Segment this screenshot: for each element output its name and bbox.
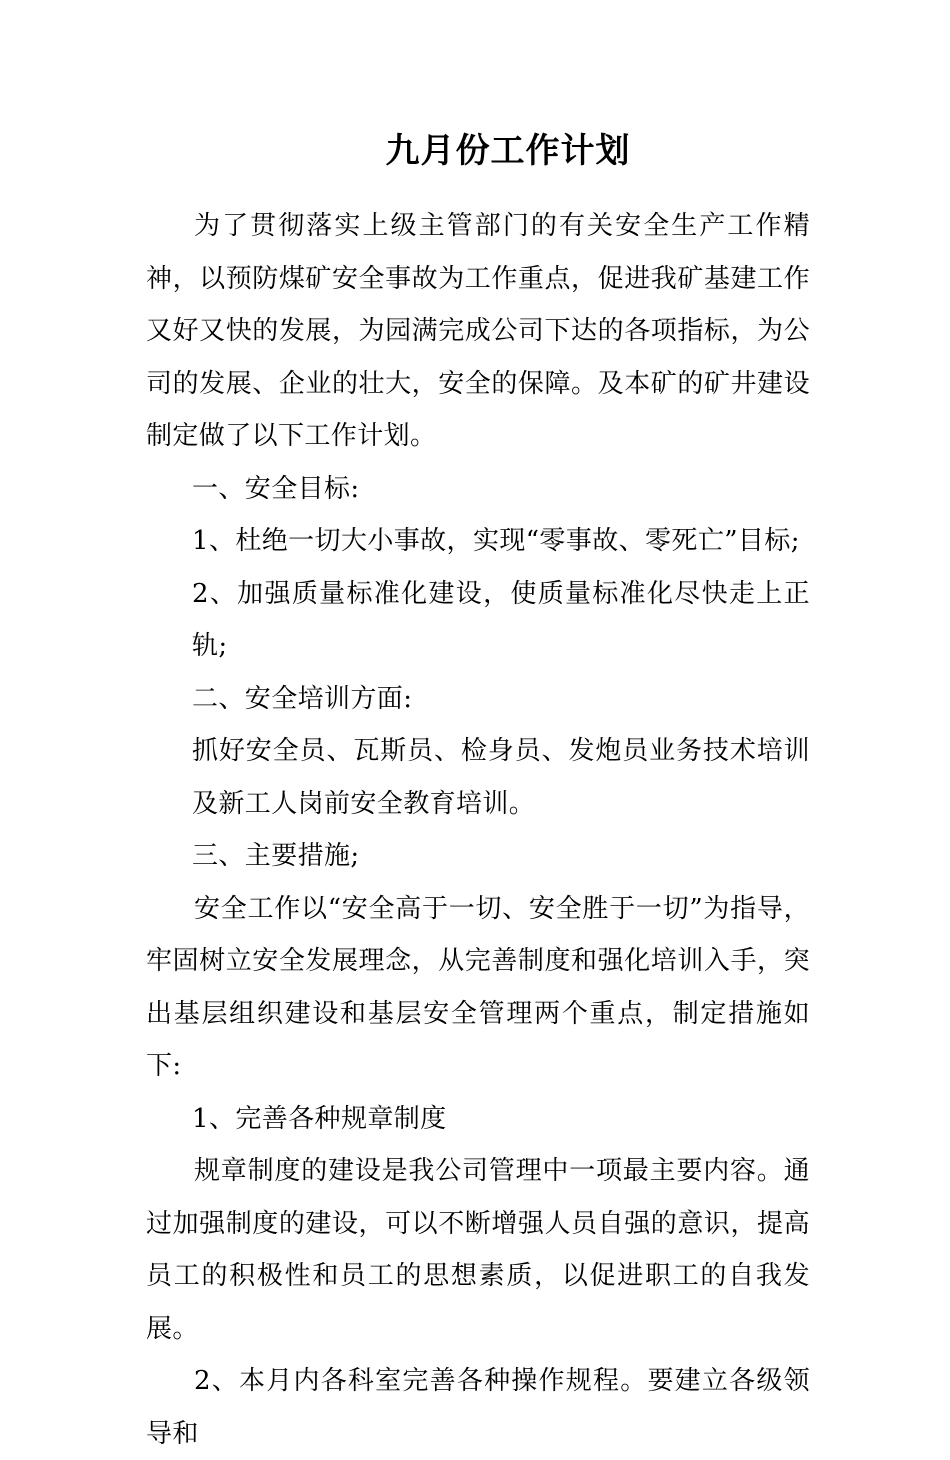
intro-paragraph: 为了贯彻落实上级主管部门的有关安全生产工作精神，以预防煤矿安全事故为工作重点，促进我矿基建工作又好又快的发展，为园满完成公司下达的各项指标，为公司的发展、企业的壮大，安全的保障。及本矿的矿井建设制定做了以下工作计划。: [146, 211, 810, 451]
section-heading-safety-training: 二、安全培训方面:: [192, 683, 413, 714]
measure-1-heading: 1、完善各种规章制度: [192, 1103, 447, 1134]
safety-training-paragraph: 抓好安全员、瓦斯员、检身员、发炮员业务技术培训及新工人岗前安全教育培训。: [192, 736, 810, 819]
measure-2-paragraph: 2、本月内各科室完善各种操作规程。要建立各级领导和: [146, 1366, 810, 1449]
section-heading-main-measures: 三、主要措施;: [192, 841, 360, 871]
section-heading-safety-goals: 一、安全目标:: [192, 473, 360, 504]
measure-1-paragraph: 规章制度的建设是我公司管理中一项最主要内容。通过加强制度的建设，可以不断增强人员自强的意识，提高员工的积极性和员工的思想素质，以促进职工的自我发展。: [146, 1156, 810, 1344]
safety-goal-item-2: 2、加强质量标准化建设，使质量标准化尽快走上正轨;: [192, 578, 810, 661]
safety-goal-item-1: 1、杜绝一切大小事故，实现“零事故、零死亡”目标;: [192, 526, 800, 556]
document-body: [146, 200, 810, 1460]
main-measures-intro: 安全工作以“安全高于一切、安全胜于一切”为指导，牢固树立安全发展理念，从完善制度和强化培训入手，突出基层组织建设和基层安全管理两个重点，制定措施如下:: [146, 893, 810, 1081]
document-title: 九月份工作计划: [385, 131, 631, 171]
